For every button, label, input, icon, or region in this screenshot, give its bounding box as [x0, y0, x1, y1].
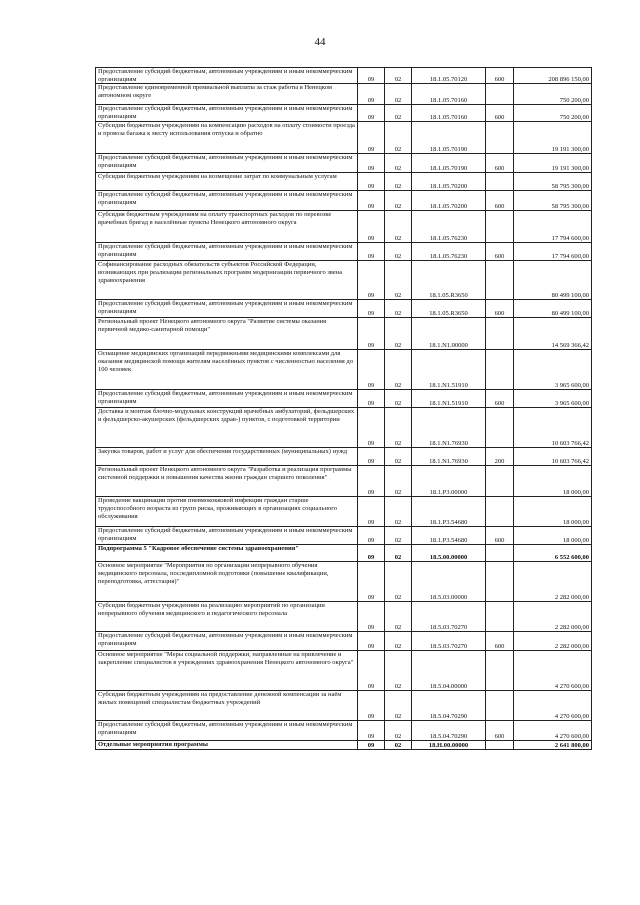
row-expense-type: [486, 691, 514, 721]
row-expense-type: 600: [486, 300, 514, 318]
row-expense-type: [486, 211, 514, 243]
row-section: 09: [358, 261, 385, 300]
row-amount: 14 569 366,42: [514, 318, 592, 350]
row-amount: 58 795 300,00: [514, 191, 592, 211]
row-name: Предоставление единовременной премиальной выплаты за стаж работы в Ненецком автономном округе: [96, 84, 358, 105]
row-target-code: 18.1.05.70200: [412, 173, 486, 191]
row-expense-type: 600: [486, 68, 514, 84]
row-expense-type: [486, 602, 514, 632]
row-subsection: 02: [385, 448, 412, 466]
row-name: Основное мероприятие "Меры социальной поддержки, направленные на привлечение и закрепление специалистов в учреждениях здравоохранения Ненецкого автономного округа": [96, 651, 358, 691]
row-subsection: 02: [385, 632, 412, 651]
row-section: 09: [358, 408, 385, 448]
row-expense-type: [486, 350, 514, 390]
row-expense-type: 600: [486, 527, 514, 545]
budget-table: [95, 67, 592, 750]
row-name: Закупка товаров, работ и услуг для обеспечения государственных (муниципальных) нужд: [96, 448, 358, 466]
row-section: 09: [358, 105, 385, 122]
row-name: Отдельные мероприятия программы: [96, 741, 358, 750]
table-row: [96, 211, 592, 243]
row-name: Софинансирование расходных обязательств субъектов Российской Федерации, возникающих при реализации региональных программ модернизации первичного звена здравоохранения: [96, 261, 358, 300]
row-expense-type: 600: [486, 243, 514, 261]
table-row: [96, 562, 592, 602]
row-target-code: 18.5.04.70290: [412, 691, 486, 721]
row-expense-type: [486, 318, 514, 350]
row-section: 09: [358, 527, 385, 545]
row-section: 09: [358, 84, 385, 105]
row-subsection: 02: [385, 300, 412, 318]
row-subsection: 02: [385, 466, 412, 497]
row-subsection: 02: [385, 105, 412, 122]
table-row: [96, 173, 592, 191]
table-row: [96, 545, 592, 562]
row-subsection: 02: [385, 527, 412, 545]
row-amount: 10 603 766,42: [514, 408, 592, 448]
row-target-code: 18.1.N1.51910: [412, 350, 486, 390]
row-amount: 4 270 600,00: [514, 651, 592, 691]
row-expense-type: 600: [486, 191, 514, 211]
row-amount: 19 191 300,00: [514, 154, 592, 173]
row-section: 09: [358, 721, 385, 741]
row-amount: 17 794 600,00: [514, 243, 592, 261]
row-name: Субсидии бюджетным учреждениям на предоставление денежной компенсации за наём жилых помещений специалистам бюджетных учреждений: [96, 691, 358, 721]
table-row: [96, 741, 592, 750]
row-name: Доставка и монтаж блочно-модульных конструкций врачебных амбулаторий, фельдшерских и фельдшерско-акушерских (фельдшерских здрав-) пунктов, с подготовкой территории: [96, 408, 358, 448]
row-subsection: 02: [385, 602, 412, 632]
row-expense-type: [486, 545, 514, 562]
row-subsection: 02: [385, 721, 412, 741]
row-section: 09: [358, 448, 385, 466]
table-row: [96, 318, 592, 350]
row-section: 09: [358, 211, 385, 243]
row-expense-type: [486, 466, 514, 497]
table-row: [96, 408, 592, 448]
row-subsection: 02: [385, 390, 412, 408]
row-amount: 3 965 600,00: [514, 350, 592, 390]
row-target-code: 18.1.05.70160: [412, 84, 486, 105]
row-target-code: 18.1.05.70190: [412, 122, 486, 154]
row-expense-type: [486, 173, 514, 191]
row-amount: 750 200,00: [514, 84, 592, 105]
row-target-code: 18.1.05.R3650: [412, 261, 486, 300]
row-expense-type: [486, 408, 514, 448]
row-subsection: 02: [385, 497, 412, 527]
row-expense-type: [486, 651, 514, 691]
row-expense-type: 200: [486, 448, 514, 466]
row-target-code: 18.1.N1.76930: [412, 448, 486, 466]
row-expense-type: 600: [486, 105, 514, 122]
row-target-code: 18.1.N1.76930: [412, 408, 486, 448]
row-section: 09: [358, 122, 385, 154]
row-section: 09: [358, 602, 385, 632]
row-target-code: 18.5.04.00000: [412, 651, 486, 691]
row-section: 09: [358, 651, 385, 691]
table-row: [96, 602, 592, 632]
row-amount: 18 000,00: [514, 466, 592, 497]
row-section: 09: [358, 632, 385, 651]
row-target-code: 18.5.03.70270: [412, 632, 486, 651]
row-name: Оснащение медицинских организаций передвижными медицинскими комплексами для оказания медицинской помощи жителям населённых пунктов с численностью населения до 100 человек: [96, 350, 358, 390]
row-subsection: 02: [385, 211, 412, 243]
row-section: 09: [358, 243, 385, 261]
row-amount: 3 965 600,00: [514, 390, 592, 408]
row-subsection: 02: [385, 318, 412, 350]
row-subsection: 02: [385, 191, 412, 211]
row-section: 09: [358, 390, 385, 408]
row-amount: 2 282 000,00: [514, 602, 592, 632]
row-amount: 750 200,00: [514, 105, 592, 122]
row-expense-type: [486, 122, 514, 154]
row-section: 09: [358, 318, 385, 350]
row-subsection: 02: [385, 691, 412, 721]
row-name: Предоставление субсидий бюджетным, автономным учреждениям и иным некоммерческим организациям: [96, 300, 358, 318]
row-target-code: 18.H.00.00000: [412, 741, 486, 750]
row-section: 09: [358, 466, 385, 497]
table-row: [96, 154, 592, 173]
row-name: Субсидия бюджетным учреждениям на оплату транспортных расходов по перевозке врачебных бригад в населённые пункты Ненецкого автономного округа: [96, 211, 358, 243]
budget-table-body: [96, 68, 592, 750]
row-subsection: 02: [385, 350, 412, 390]
table-row: [96, 466, 592, 497]
row-amount: 6 552 600,00: [514, 545, 592, 562]
row-target-code: 18.1.05.70200: [412, 191, 486, 211]
row-name: Предоставление субсидий бюджетным, автономным учреждениям и иным некоммерческим организациям: [96, 632, 358, 651]
row-amount: 4 270 600,00: [514, 691, 592, 721]
row-target-code: 18.1.05.R3650: [412, 300, 486, 318]
row-target-code: 18.1.05.76230: [412, 211, 486, 243]
row-target-code: 18.1.P3.00000: [412, 466, 486, 497]
row-subsection: 02: [385, 408, 412, 448]
row-amount: 18 000,00: [514, 497, 592, 527]
row-name: Предоставление субсидий бюджетным, автономным учреждениям и иным некоммерческим организациям: [96, 243, 358, 261]
row-section: 09: [358, 691, 385, 721]
row-target-code: 18.1.P3.54680: [412, 527, 486, 545]
row-subsection: 02: [385, 545, 412, 562]
row-section: 09: [358, 562, 385, 602]
row-subsection: 02: [385, 173, 412, 191]
row-name: Субсидии бюджетным учреждениям на возмещение затрат по коммунальным услугам: [96, 173, 358, 191]
row-section: 09: [358, 545, 385, 562]
row-section: 09: [358, 173, 385, 191]
row-subsection: 02: [385, 243, 412, 261]
row-subsection: 02: [385, 84, 412, 105]
row-amount: 10 603 766,42: [514, 448, 592, 466]
row-target-code: 18.1.N1.51910: [412, 390, 486, 408]
row-amount: 80 499 100,00: [514, 261, 592, 300]
row-name: Субсидии бюджетным учреждениям на компенсацию расходов на оплату стоимости проезда и провоза багажа к месту использования отпуска и обратно: [96, 122, 358, 154]
row-target-code: 18.1.05.70160: [412, 105, 486, 122]
row-expense-type: 600: [486, 632, 514, 651]
row-section: 09: [358, 68, 385, 84]
row-amount: 80 499 100,00: [514, 300, 592, 318]
row-expense-type: [486, 84, 514, 105]
row-name: Предоставление субсидий бюджетным, автономным учреждениям и иным некоммерческим организациям: [96, 527, 358, 545]
row-name: Подпрограмма 5 "Кадровое обеспечение системы здравоохранения": [96, 545, 358, 562]
row-target-code: 18.1.P3.54680: [412, 497, 486, 527]
row-section: 09: [358, 300, 385, 318]
row-name: Субсидии бюджетным учреждениям на реализацию мероприятий по организации непрерывного обучения медицинского и педагогического персонала: [96, 602, 358, 632]
row-expense-type: [486, 261, 514, 300]
row-name: Предоставление субсидий бюджетным, автономным учреждениям и иным некоммерческим организациям: [96, 390, 358, 408]
page-number: 44: [314, 36, 326, 48]
row-target-code: 18.5.00.00000: [412, 545, 486, 562]
row-expense-type: 600: [486, 721, 514, 741]
table-row: [96, 448, 592, 466]
table-row: [96, 691, 592, 721]
row-amount: 2 282 000,00: [514, 562, 592, 602]
row-amount: 208 896 150,00: [514, 68, 592, 84]
row-expense-type: [486, 562, 514, 602]
table-row: [96, 651, 592, 691]
table-row: [96, 390, 592, 408]
table-row: [96, 68, 592, 84]
row-name: Предоставление субсидий бюджетным, автономным учреждениям и иным некоммерческим организациям: [96, 154, 358, 173]
row-subsection: 02: [385, 741, 412, 750]
row-amount: 2 641 800,00: [514, 741, 592, 750]
row-name: Региональный проект Ненецкого автономного округа "Развитие системы оказания первичной медико-санитарной помощи": [96, 318, 358, 350]
row-amount: 2 282 000,00: [514, 632, 592, 651]
row-target-code: 18.5.03.00000: [412, 562, 486, 602]
row-section: 09: [358, 741, 385, 750]
row-subsection: 02: [385, 261, 412, 300]
row-target-code: 18.1.05.76230: [412, 243, 486, 261]
row-amount: 58 795 300,00: [514, 173, 592, 191]
table-row: [96, 261, 592, 300]
row-subsection: 02: [385, 122, 412, 154]
table-row: [96, 527, 592, 545]
row-target-code: 18.5.04.70290: [412, 721, 486, 741]
row-name: Проведение вакцинации против пневмококковой инфекции граждан старше трудоспособного возраста из групп риска, проживающих в организациях социального обслуживания: [96, 497, 358, 527]
table-row: [96, 632, 592, 651]
row-amount: 17 794 600,00: [514, 211, 592, 243]
table-row: [96, 84, 592, 105]
row-amount: 18 000,00: [514, 527, 592, 545]
table-row: [96, 122, 592, 154]
row-expense-type: 600: [486, 390, 514, 408]
row-name: Региональный проект Ненецкого автономного округа "Разработка и реализация программы системной поддержки и повышения качества жизни граждан старшего поколения": [96, 466, 358, 497]
row-expense-type: 600: [486, 154, 514, 173]
row-expense-type: [486, 497, 514, 527]
table-row: [96, 243, 592, 261]
row-target-code: 18.1.05.70190: [412, 154, 486, 173]
row-subsection: 02: [385, 154, 412, 173]
row-target-code: 18.5.03.70270: [412, 602, 486, 632]
table-row: [96, 300, 592, 318]
row-amount: 19 191 300,00: [514, 122, 592, 154]
row-amount: 4 270 600,00: [514, 721, 592, 741]
row-name: Предоставление субсидий бюджетным, автономным учреждениям и иным некоммерческим организациям: [96, 68, 358, 84]
row-section: 09: [358, 191, 385, 211]
row-subsection: 02: [385, 68, 412, 84]
row-section: 09: [358, 350, 385, 390]
table-row: [96, 191, 592, 211]
table-row: [96, 721, 592, 741]
row-name: Предоставление субсидий бюджетным, автономным учреждениям и иным некоммерческим организациям: [96, 105, 358, 122]
row-name: Основное мероприятие "Мероприятия по организации непрерывного обучения медицинского персонала, последипломной подготовки (повышение квалификации, переподготовка, аттестация)": [96, 562, 358, 602]
row-section: 09: [358, 497, 385, 527]
row-target-code: 18.1.N1.00000: [412, 318, 486, 350]
row-expense-type: [486, 741, 514, 750]
row-subsection: 02: [385, 651, 412, 691]
table-row: [96, 497, 592, 527]
row-section: 09: [358, 154, 385, 173]
table-row: [96, 105, 592, 122]
row-subsection: 02: [385, 562, 412, 602]
row-target-code: 18.1.05.70120: [412, 68, 486, 84]
table-row: [96, 350, 592, 390]
row-name: Предоставление субсидий бюджетным, автономным учреждениям и иным некоммерческим организациям: [96, 191, 358, 211]
row-name: Предоставление субсидий бюджетным, автономным учреждениям и иным некоммерческим организациям: [96, 721, 358, 741]
